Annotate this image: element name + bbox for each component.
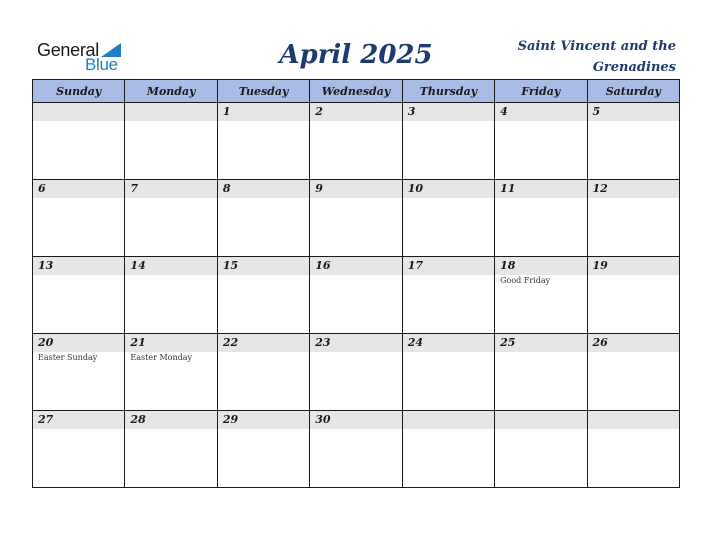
- day-number: 6: [33, 180, 124, 198]
- day-number: 19: [588, 257, 679, 275]
- logo-general-text: General: [37, 40, 99, 60]
- holiday-label: Easter Monday: [130, 353, 193, 362]
- day-cell: [587, 334, 679, 411]
- day-number: [125, 103, 216, 121]
- day-cell: [33, 411, 125, 488]
- day-cell: [310, 257, 402, 334]
- weekday-header: Tuesday: [217, 80, 309, 103]
- day-number: 9: [310, 180, 401, 198]
- day-cell: [587, 103, 679, 180]
- day-cell: [125, 257, 217, 334]
- week-row: [33, 411, 680, 488]
- weekday-header: Monday: [125, 80, 217, 103]
- week-row: [33, 103, 680, 180]
- day-cell: [125, 180, 217, 257]
- day-cell: [217, 103, 309, 180]
- day-cell: [402, 334, 494, 411]
- day-number: [495, 411, 586, 429]
- day-cell: [33, 257, 125, 334]
- weekday-header: Saturday: [587, 80, 679, 103]
- day-cell: [310, 411, 402, 488]
- day-cell: [495, 257, 587, 334]
- calendar-grid: [32, 79, 680, 488]
- weekday-header: Friday: [495, 80, 587, 103]
- day-number: 22: [218, 334, 309, 352]
- day-number: 26: [588, 334, 679, 352]
- holiday-label: Easter Sunday: [38, 353, 98, 362]
- day-number: 5: [588, 103, 679, 121]
- day-cell: [402, 103, 494, 180]
- day-number: 2: [310, 103, 401, 121]
- week-row: [33, 257, 680, 334]
- day-cell: [217, 411, 309, 488]
- day-cell: [310, 180, 402, 257]
- day-cell: [495, 334, 587, 411]
- day-cell: [495, 103, 587, 180]
- day-number: 1: [218, 103, 309, 121]
- day-number: 16: [310, 257, 401, 275]
- day-number: 23: [310, 334, 401, 352]
- day-number: 14: [125, 257, 216, 275]
- weekday-header: Wednesday: [310, 80, 402, 103]
- weekday-header: Sunday: [33, 80, 125, 103]
- day-number: 30: [310, 411, 401, 429]
- day-cell: [125, 411, 217, 488]
- day-number: 25: [495, 334, 586, 352]
- week-row: [33, 334, 680, 411]
- day-cell: [125, 334, 217, 411]
- day-number: 17: [403, 257, 494, 275]
- day-number: 21: [125, 334, 216, 352]
- day-number: [33, 103, 124, 121]
- day-number: 13: [33, 257, 124, 275]
- day-cell: [495, 180, 587, 257]
- day-number: 15: [218, 257, 309, 275]
- holiday-label: Good Friday: [500, 276, 551, 285]
- day-cell: [587, 257, 679, 334]
- weekday-header: Thursday: [402, 80, 494, 103]
- day-cell: [217, 257, 309, 334]
- day-cell: [310, 334, 402, 411]
- day-cell: [587, 411, 679, 488]
- day-cell: [402, 257, 494, 334]
- day-cell: [402, 180, 494, 257]
- day-cell: [125, 103, 217, 180]
- day-number: 4: [495, 103, 586, 121]
- week-row: [33, 180, 680, 257]
- day-cell: [217, 180, 309, 257]
- day-number: [403, 411, 494, 429]
- day-number: [588, 411, 679, 429]
- day-cell: [495, 411, 587, 488]
- day-number: 29: [218, 411, 309, 429]
- country-name: Saint Vincent and the Grenadines: [517, 39, 676, 75]
- weekday-header-row: [33, 80, 680, 103]
- day-number: 12: [588, 180, 679, 198]
- day-number: 7: [125, 180, 216, 198]
- day-number: 24: [403, 334, 494, 352]
- day-number: 8: [218, 180, 309, 198]
- day-number: 20: [33, 334, 124, 352]
- day-cell: [33, 334, 125, 411]
- day-number: 18: [495, 257, 586, 275]
- day-number: 28: [125, 411, 216, 429]
- day-cell: [587, 180, 679, 257]
- day-number: 11: [495, 180, 586, 198]
- day-cell: [33, 103, 125, 180]
- day-cell: [217, 334, 309, 411]
- day-number: 27: [33, 411, 124, 429]
- generalblue-logo: [37, 40, 127, 74]
- day-number: 10: [403, 180, 494, 198]
- day-cell: [310, 103, 402, 180]
- day-cell: [402, 411, 494, 488]
- calendar-title: April 2025: [279, 40, 433, 70]
- logo-blue-text: Blue: [85, 55, 118, 74]
- day-cell: [33, 180, 125, 257]
- day-number: 3: [403, 103, 494, 121]
